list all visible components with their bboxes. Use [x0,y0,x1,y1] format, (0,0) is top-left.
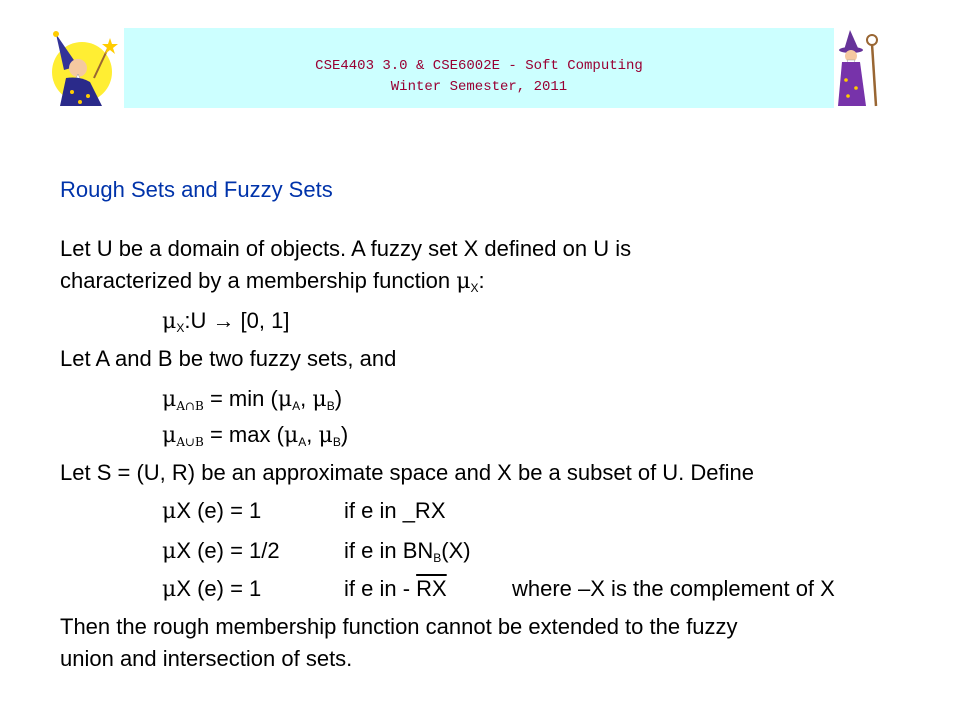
intro-line-1: Let U be a domain of objects. A fuzzy set X defined on U is [60,236,632,261]
wizard-clipart-left [44,26,124,110]
wizard-clipart-right [836,28,886,108]
intersection-formula: $\mu_{A\cap B} = \min (\mu_A$, $\mu_B$) [162,386,343,413]
union-formula: $\mu_{A\cup B} = \max (\mu_A$, $\mu_B$) [162,422,349,449]
course-title: CSE4403 3.0 & CSE6002E - Soft Computing [315,58,643,74]
header-banner [124,28,834,108]
semester-label: Winter Semester, 2011 [390,79,568,95]
conclusion-line-2: union and intersection of sets. [60,646,353,671]
slide-title: Rough Sets and Fuzzy Sets [60,177,333,202]
membership-mapping: $\mu_X:U \to [0$, 1] [162,308,290,335]
definition-row-1: μX (e) = 1 if e in _RX [162,498,446,524]
definition-row-3: μX (e) = 1 if e in - $\overline{RX}$ where –X is the complement of X [162,576,835,602]
conclusion-line-1: Then the rough membership function cannot be extended to the fuzzy [60,614,738,639]
definition-row-2: μX (e) = 1/2 if e in $BN_B(X)$ [162,538,471,565]
intro-line-2: characterized by a membership function $\mu_X$: [60,268,485,295]
approximate-space-line: Let S = (U, R) be an approximate space and X be a subset of U. Define [60,460,754,485]
let-ab-line: Let A and B be two fuzzy sets, and [60,346,397,371]
